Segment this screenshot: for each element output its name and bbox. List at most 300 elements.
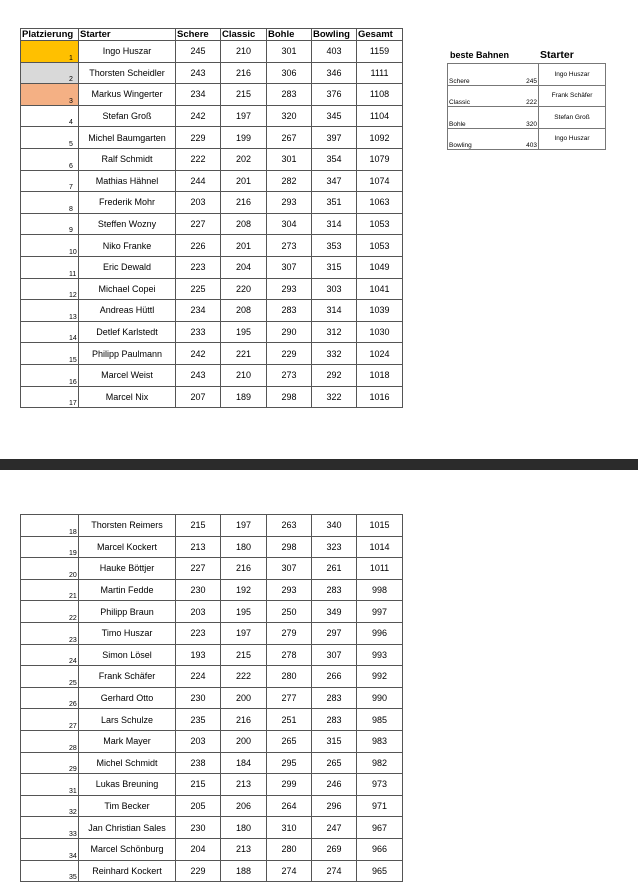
header-starter: Starter	[79, 29, 176, 41]
schere-cell: 224	[176, 666, 221, 688]
gesamt-cell: 1063	[357, 192, 403, 214]
rank-cell: 10	[21, 235, 79, 257]
gesamt-cell: 1030	[357, 321, 403, 343]
table-row	[21, 536, 403, 558]
table-row	[21, 148, 403, 170]
table-row	[21, 730, 403, 752]
classic-cell: 210	[221, 41, 267, 63]
schere-cell: 234	[176, 84, 221, 106]
gesamt-cell: 1079	[357, 148, 403, 170]
starter-cell: Detlef Karlstedt	[79, 321, 176, 343]
best-lane-name: Classic	[449, 99, 470, 106]
starter-cell: Marcel Weist	[79, 364, 176, 386]
schere-cell: 193	[176, 644, 221, 666]
table-row	[21, 278, 403, 300]
bowling-cell: 376	[312, 84, 357, 106]
classic-cell: 180	[221, 817, 267, 839]
best-lane-starter: Ingo Huszar	[539, 64, 606, 86]
schere-cell: 238	[176, 752, 221, 774]
schere-cell: 223	[176, 622, 221, 644]
classic-cell: 202	[221, 148, 267, 170]
bohle-cell: 282	[267, 170, 312, 192]
bowling-cell: 315	[312, 730, 357, 752]
table-row	[21, 170, 403, 192]
schere-cell: 205	[176, 795, 221, 817]
bowling-cell: 296	[312, 795, 357, 817]
classic-cell: 195	[221, 601, 267, 623]
bohle-cell: 251	[267, 709, 312, 731]
starter-cell: Andreas Hüttl	[79, 300, 176, 322]
schere-cell: 213	[176, 536, 221, 558]
bowling-cell: 354	[312, 148, 357, 170]
gesamt-cell: 1039	[357, 300, 403, 322]
rank-cell: 8	[21, 192, 79, 214]
classic-cell: 200	[221, 687, 267, 709]
rank-cell: 22	[21, 601, 79, 623]
best-lane-value: 245	[526, 77, 537, 85]
gesamt-cell: 1074	[357, 170, 403, 192]
bowling-cell: 312	[312, 321, 357, 343]
schere-cell: 229	[176, 860, 221, 882]
classic-cell: 221	[221, 343, 267, 365]
bowling-cell: 403	[312, 41, 357, 63]
classic-cell: 215	[221, 84, 267, 106]
gesamt-cell: 1092	[357, 127, 403, 149]
gesamt-cell: 1049	[357, 256, 403, 278]
bowling-cell: 303	[312, 278, 357, 300]
page-divider	[0, 459, 638, 470]
schere-cell: 207	[176, 386, 221, 408]
table-row	[21, 62, 403, 84]
starter-cell: Martin Fedde	[79, 579, 176, 601]
bowling-cell: 283	[312, 709, 357, 731]
rank-cell: 16	[21, 364, 79, 386]
classic-cell: 216	[221, 709, 267, 731]
bohle-cell: 273	[267, 364, 312, 386]
starter-cell: Jan Christian Sales	[79, 817, 176, 839]
starter-cell: Tim Becker	[79, 795, 176, 817]
bowling-cell: 247	[312, 817, 357, 839]
starter-cell: Frederik Mohr	[79, 192, 176, 214]
starter-cell: Eric Dewald	[79, 256, 176, 278]
bohle-cell: 290	[267, 321, 312, 343]
table-row	[21, 601, 403, 623]
rank-cell: 12	[21, 278, 79, 300]
classic-cell: 220	[221, 278, 267, 300]
bowling-cell: 261	[312, 558, 357, 580]
table-row	[21, 558, 403, 580]
starter-cell: Steffen Wozny	[79, 213, 176, 235]
bohle-cell: 263	[267, 515, 312, 537]
rank-cell: 26	[21, 687, 79, 709]
schere-cell: 215	[176, 515, 221, 537]
rank-cell: 18	[21, 515, 79, 537]
best-lanes-table	[447, 63, 606, 150]
header-row	[21, 29, 403, 41]
bohle-cell: 293	[267, 192, 312, 214]
starter-cell: Timo Huszar	[79, 622, 176, 644]
table-row	[21, 127, 403, 149]
gesamt-cell: 1014	[357, 536, 403, 558]
gesamt-cell: 973	[357, 774, 403, 796]
schere-cell: 242	[176, 343, 221, 365]
bowling-cell: 297	[312, 622, 357, 644]
starter-cell: Philipp Braun	[79, 601, 176, 623]
rank-cell: 29	[21, 752, 79, 774]
bohle-cell: 264	[267, 795, 312, 817]
bowling-cell: 349	[312, 601, 357, 623]
header-gesamt: Gesamt	[357, 29, 403, 41]
classic-cell: 216	[221, 558, 267, 580]
classic-cell: 201	[221, 235, 267, 257]
table-row	[21, 321, 403, 343]
best-lane-starter: Ingo Huszar	[539, 128, 606, 150]
best-lane-cell	[448, 128, 539, 150]
best-lane-cell	[448, 107, 539, 129]
classic-cell: 210	[221, 364, 267, 386]
starter-cell: Reinhard Kockert	[79, 860, 176, 882]
gesamt-cell: 1024	[357, 343, 403, 365]
gesamt-cell: 985	[357, 709, 403, 731]
classic-cell: 208	[221, 300, 267, 322]
table-row	[21, 709, 403, 731]
starter-cell: Ingo Huszar	[79, 41, 176, 63]
bowling-cell: 283	[312, 579, 357, 601]
gesamt-cell: 1108	[357, 84, 403, 106]
starter-cell: Simon Lösel	[79, 644, 176, 666]
bohle-cell: 295	[267, 752, 312, 774]
schere-cell: 203	[176, 601, 221, 623]
bowling-cell: 274	[312, 860, 357, 882]
table-row	[21, 235, 403, 257]
gesamt-cell: 983	[357, 730, 403, 752]
classic-cell: 192	[221, 579, 267, 601]
schere-cell: 227	[176, 213, 221, 235]
starter-cell: Philipp Paulmann	[79, 343, 176, 365]
bohle-cell: 307	[267, 558, 312, 580]
gesamt-cell: 1011	[357, 558, 403, 580]
table-row	[21, 343, 403, 365]
header-bohle: Bohle	[267, 29, 312, 41]
rank-cell: 28	[21, 730, 79, 752]
ranking-table-continued	[20, 514, 403, 882]
bohle-cell: 274	[267, 860, 312, 882]
classic-cell: 213	[221, 774, 267, 796]
classic-cell: 199	[221, 127, 267, 149]
starter-cell: Markus Wingerter	[79, 84, 176, 106]
bowling-cell: 322	[312, 386, 357, 408]
bowling-cell: 332	[312, 343, 357, 365]
starter-cell: Lars Schulze	[79, 709, 176, 731]
rank-cell: 34	[21, 838, 79, 860]
schere-cell: 242	[176, 105, 221, 127]
classic-cell: 213	[221, 838, 267, 860]
bowling-cell: 283	[312, 687, 357, 709]
bohle-cell: 293	[267, 278, 312, 300]
schere-cell: 222	[176, 148, 221, 170]
header-rank: Platzierung	[21, 29, 79, 41]
starter-cell: Gerhard Otto	[79, 687, 176, 709]
gesamt-cell: 1018	[357, 364, 403, 386]
schere-cell: 230	[176, 579, 221, 601]
bowling-cell: 265	[312, 752, 357, 774]
bohle-cell: 250	[267, 601, 312, 623]
classic-cell: 184	[221, 752, 267, 774]
rank-cell: 5	[21, 127, 79, 149]
table-row	[21, 817, 403, 839]
best-lane-row	[448, 85, 606, 107]
rank-cell: 24	[21, 644, 79, 666]
schere-cell: 227	[176, 558, 221, 580]
bowling-cell: 314	[312, 300, 357, 322]
header-classic: Classic	[221, 29, 267, 41]
table-row	[21, 666, 403, 688]
schere-cell: 230	[176, 817, 221, 839]
starter-cell: Michael Copei	[79, 278, 176, 300]
starter-cell: Thorsten Scheidler	[79, 62, 176, 84]
bowling-cell: 323	[312, 536, 357, 558]
bohle-cell: 298	[267, 386, 312, 408]
gesamt-cell: 1053	[357, 235, 403, 257]
rank-cell: 15	[21, 343, 79, 365]
table-row	[21, 860, 403, 882]
starter-cell: Marcel Nix	[79, 386, 176, 408]
classic-cell: 204	[221, 256, 267, 278]
rank-cell: 19	[21, 536, 79, 558]
table-row	[21, 579, 403, 601]
classic-cell: 216	[221, 62, 267, 84]
starter-cell: Lukas Breuning	[79, 774, 176, 796]
gesamt-cell: 1159	[357, 41, 403, 63]
starter-cell: Mark Mayer	[79, 730, 176, 752]
bohle-cell: 283	[267, 84, 312, 106]
bohle-cell: 301	[267, 148, 312, 170]
best-lane-starter: Stefan Groß	[539, 107, 606, 129]
rank-cell: 17	[21, 386, 79, 408]
starter-cell: Hauke Böttjer	[79, 558, 176, 580]
table-row	[21, 192, 403, 214]
classic-cell: 197	[221, 105, 267, 127]
classic-cell: 222	[221, 666, 267, 688]
starter-cell: Ralf Schmidt	[79, 148, 176, 170]
table-row	[21, 213, 403, 235]
gesamt-cell: 992	[357, 666, 403, 688]
starter-cell: Michel Baumgarten	[79, 127, 176, 149]
bowling-cell: 292	[312, 364, 357, 386]
starter-cell: Frank Schäfer	[79, 666, 176, 688]
bowling-cell: 346	[312, 62, 357, 84]
classic-cell: 215	[221, 644, 267, 666]
table-row	[21, 622, 403, 644]
table-row	[21, 774, 403, 796]
gesamt-cell: 990	[357, 687, 403, 709]
bowling-cell: 397	[312, 127, 357, 149]
bohle-cell: 265	[267, 730, 312, 752]
starter-cell: Marcel Schönburg	[79, 838, 176, 860]
schere-cell: 245	[176, 41, 221, 63]
schere-cell: 215	[176, 774, 221, 796]
gesamt-cell: 982	[357, 752, 403, 774]
rank-cell: 3	[21, 84, 79, 106]
rank-cell: 7	[21, 170, 79, 192]
bohle-cell: 298	[267, 536, 312, 558]
gesamt-cell: 998	[357, 579, 403, 601]
table-row	[21, 752, 403, 774]
schere-cell: 226	[176, 235, 221, 257]
starter-cell: Niko Franke	[79, 235, 176, 257]
ranking-table	[20, 28, 403, 408]
bowling-cell: 340	[312, 515, 357, 537]
bowling-cell: 351	[312, 192, 357, 214]
classic-cell: 189	[221, 386, 267, 408]
ranking-body	[21, 41, 403, 408]
best-lane-value: 403	[526, 142, 537, 149]
bowling-cell: 266	[312, 666, 357, 688]
schere-cell: 223	[176, 256, 221, 278]
schere-cell: 204	[176, 838, 221, 860]
classic-cell: 216	[221, 192, 267, 214]
bowling-cell: 315	[312, 256, 357, 278]
gesamt-cell: 1053	[357, 213, 403, 235]
bohle-cell: 306	[267, 62, 312, 84]
best-lane-cell	[448, 85, 539, 107]
classic-cell: 197	[221, 622, 267, 644]
bohle-cell: 280	[267, 838, 312, 860]
bowling-cell: 246	[312, 774, 357, 796]
best-lane-name: Bowling	[449, 142, 472, 149]
bohle-cell: 277	[267, 687, 312, 709]
rank-cell: 13	[21, 300, 79, 322]
gesamt-cell: 1111	[357, 62, 403, 84]
best-lane-name: Schere	[449, 77, 470, 85]
rank-cell: 35	[21, 860, 79, 882]
rank-cell: 32	[21, 795, 79, 817]
starter-cell: Mathias Hähnel	[79, 170, 176, 192]
starter-cell: Marcel Kockert	[79, 536, 176, 558]
schere-cell: 235	[176, 709, 221, 731]
bohle-cell: 283	[267, 300, 312, 322]
bohle-cell: 229	[267, 343, 312, 365]
rank-cell: 1	[21, 41, 79, 63]
classic-cell: 201	[221, 170, 267, 192]
bohle-cell: 301	[267, 41, 312, 63]
gesamt-cell: 965	[357, 860, 403, 882]
best-lanes-body	[448, 64, 606, 150]
bohle-cell: 299	[267, 774, 312, 796]
schere-cell: 234	[176, 300, 221, 322]
table-row	[21, 105, 403, 127]
table-row	[21, 41, 403, 63]
best-lanes-header	[447, 50, 637, 64]
gesamt-cell: 993	[357, 644, 403, 666]
bohle-cell: 279	[267, 622, 312, 644]
bohle-cell: 273	[267, 235, 312, 257]
rank-cell: 2	[21, 62, 79, 84]
starter-cell: Thorsten Reimers	[79, 515, 176, 537]
rank-cell: 23	[21, 622, 79, 644]
ranking-body-continued	[21, 515, 403, 882]
table-row	[21, 515, 403, 537]
best-lane-row	[448, 128, 606, 150]
bohle-cell: 278	[267, 644, 312, 666]
bohle-cell: 304	[267, 213, 312, 235]
best-lane-name: Bohle	[449, 120, 466, 128]
table-row	[21, 687, 403, 709]
gesamt-cell: 1104	[357, 105, 403, 127]
header-schere: Schere	[176, 29, 221, 41]
rank-cell: 31	[21, 774, 79, 796]
classic-cell: 200	[221, 730, 267, 752]
table-row	[21, 795, 403, 817]
best-lane-row	[448, 107, 606, 129]
classic-cell: 180	[221, 536, 267, 558]
classic-cell: 195	[221, 321, 267, 343]
bohle-cell: 293	[267, 579, 312, 601]
table-row	[21, 838, 403, 860]
best-lane-row	[448, 64, 606, 86]
schere-cell: 225	[176, 278, 221, 300]
gesamt-cell: 966	[357, 838, 403, 860]
schere-cell: 244	[176, 170, 221, 192]
gesamt-cell: 996	[357, 622, 403, 644]
best-lanes-starter-title: Starter	[540, 49, 574, 61]
bowling-cell: 314	[312, 213, 357, 235]
gesamt-cell: 1016	[357, 386, 403, 408]
schere-cell: 203	[176, 730, 221, 752]
rank-cell: 25	[21, 666, 79, 688]
rank-cell: 33	[21, 817, 79, 839]
schere-cell: 203	[176, 192, 221, 214]
classic-cell: 206	[221, 795, 267, 817]
starter-cell: Stefan Groß	[79, 105, 176, 127]
bowling-cell: 269	[312, 838, 357, 860]
bohle-cell: 267	[267, 127, 312, 149]
rank-cell: 11	[21, 256, 79, 278]
table-row	[21, 364, 403, 386]
rank-cell: 20	[21, 558, 79, 580]
rank-cell: 21	[21, 579, 79, 601]
bowling-cell: 345	[312, 105, 357, 127]
table-row	[21, 386, 403, 408]
schere-cell: 243	[176, 62, 221, 84]
rank-cell: 9	[21, 213, 79, 235]
header-bowling: Bowling	[312, 29, 357, 41]
schere-cell: 229	[176, 127, 221, 149]
gesamt-cell: 971	[357, 795, 403, 817]
rank-cell: 4	[21, 105, 79, 127]
gesamt-cell: 967	[357, 817, 403, 839]
best-lanes-title: beste Bahnen	[450, 50, 510, 60]
rank-cell: 27	[21, 709, 79, 731]
table-row	[21, 644, 403, 666]
best-lane-cell	[448, 64, 539, 86]
classic-cell: 208	[221, 213, 267, 235]
rank-cell: 14	[21, 321, 79, 343]
best-lane-value: 222	[526, 99, 537, 106]
bohle-cell: 320	[267, 105, 312, 127]
classic-cell: 197	[221, 515, 267, 537]
bohle-cell: 307	[267, 256, 312, 278]
rank-cell: 6	[21, 148, 79, 170]
bowling-cell: 307	[312, 644, 357, 666]
best-lane-value: 320	[526, 120, 537, 128]
bowling-cell: 353	[312, 235, 357, 257]
table-row	[21, 300, 403, 322]
gesamt-cell: 997	[357, 601, 403, 623]
table-row	[21, 256, 403, 278]
table-row	[21, 84, 403, 106]
bohle-cell: 280	[267, 666, 312, 688]
